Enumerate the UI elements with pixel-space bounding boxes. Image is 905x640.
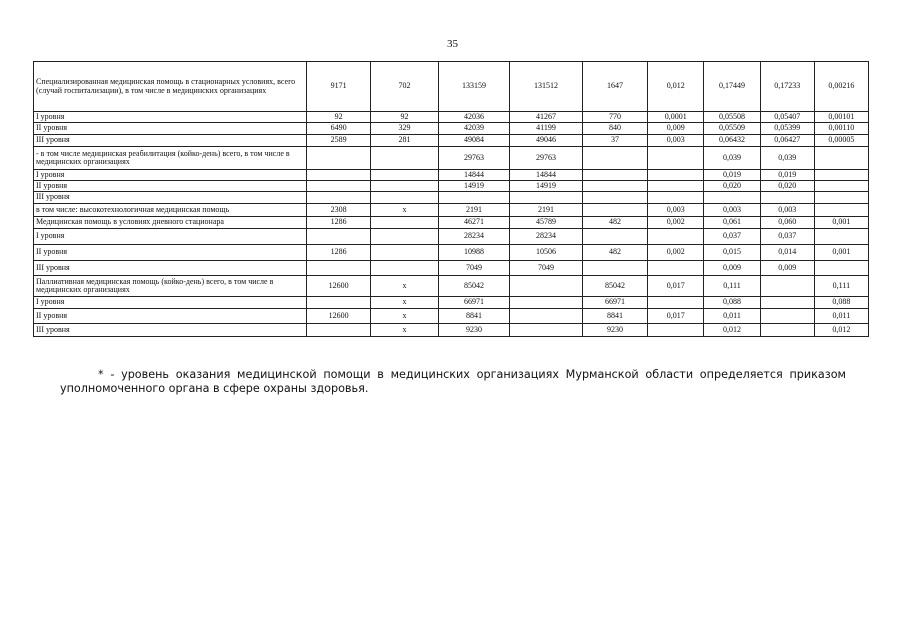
table-cell [371, 217, 438, 229]
table-cell [582, 229, 647, 245]
table-cell: 29763 [438, 147, 510, 170]
table-cell [760, 276, 814, 297]
table-cell [648, 324, 704, 337]
table-cell: 281 [371, 135, 438, 147]
table-cell: 0,011 [704, 309, 760, 324]
table-cell: 0,111 [704, 276, 760, 297]
table-cell: х [371, 276, 438, 297]
table-row [34, 170, 869, 181]
table-cell: 42036 [438, 112, 510, 123]
table-cell: 6490 [306, 123, 370, 135]
row-label: III уровня [34, 135, 307, 147]
table-cell: 0,037 [704, 229, 760, 245]
table-cell: 0,05399 [760, 123, 814, 135]
table-cell: 0,00101 [814, 112, 868, 123]
table-cell: 66971 [438, 297, 510, 309]
table-cell: 0,061 [704, 217, 760, 229]
table-cell [306, 324, 370, 337]
table-row [34, 217, 869, 229]
table-cell: 0,06432 [704, 135, 760, 147]
table-cell: 0,00110 [814, 123, 868, 135]
table-cell [371, 147, 438, 170]
table-cell [648, 229, 704, 245]
table-cell: 2191 [438, 204, 510, 217]
table-cell: 840 [582, 123, 647, 135]
table-cell [814, 261, 868, 276]
table-row [34, 261, 869, 276]
table-cell [760, 324, 814, 337]
table-cell [510, 192, 583, 204]
row-label: I уровня [34, 112, 307, 123]
row-label: III уровня [34, 192, 307, 204]
table-cell: 9171 [306, 62, 370, 112]
table-cell [306, 192, 370, 204]
table-cell: 0,05407 [760, 112, 814, 123]
table-cell [510, 324, 583, 337]
table-cell: 46271 [438, 217, 510, 229]
table-cell: 0,017 [648, 309, 704, 324]
table-cell [306, 261, 370, 276]
table-cell: 0,002 [648, 217, 704, 229]
table-cell [814, 147, 868, 170]
table-row [34, 204, 869, 217]
table-cell: 49084 [438, 135, 510, 147]
table-cell: 329 [371, 123, 438, 135]
table-cell: 0,019 [704, 170, 760, 181]
table-cell: 85042 [582, 276, 647, 297]
table-cell: 0,003 [648, 135, 704, 147]
table-row [34, 147, 869, 170]
table-cell: 0,003 [760, 204, 814, 217]
table-cell: 37 [582, 135, 647, 147]
table-cell: 0,011 [814, 309, 868, 324]
table-cell: 29763 [510, 147, 583, 170]
table-cell [814, 204, 868, 217]
table-cell: 0,00005 [814, 135, 868, 147]
table-cell [582, 261, 647, 276]
table-cell: 41199 [510, 123, 583, 135]
table-cell: 0,00216 [814, 62, 868, 112]
table-cell: 0,037 [760, 229, 814, 245]
table-cell [760, 297, 814, 309]
table-cell: 0,17233 [760, 62, 814, 112]
table-cell [306, 229, 370, 245]
table-row [34, 62, 869, 112]
table-cell [814, 170, 868, 181]
table-cell [582, 147, 647, 170]
footnote [60, 368, 846, 396]
footnote-line-2: уполномоченного органа в сфере охраны здоровья. [60, 382, 369, 395]
table-cell [306, 147, 370, 170]
table-cell: 482 [582, 245, 647, 261]
table-row [34, 112, 869, 123]
table-row [34, 324, 869, 337]
row-label: I уровня [34, 297, 307, 309]
table-cell [648, 297, 704, 309]
table-cell: 2191 [510, 204, 583, 217]
table-cell [760, 192, 814, 204]
table-row [34, 181, 869, 192]
table-cell: 0,0001 [648, 112, 704, 123]
table-cell [371, 261, 438, 276]
table-cell [510, 276, 583, 297]
footnote-line-1: * - уровень оказания медицинской помощи в медицинских организациях Мурманской области определяется приказом [98, 368, 846, 381]
table-cell: 0,009 [704, 261, 760, 276]
table-cell: 9230 [438, 324, 510, 337]
table-cell: 0,015 [704, 245, 760, 261]
row-label: II уровня [34, 245, 307, 261]
table-row [34, 135, 869, 147]
page-number: 35 [447, 38, 458, 50]
table-cell: 0,020 [760, 181, 814, 192]
table-cell [814, 181, 868, 192]
table-cell [306, 181, 370, 192]
table-cell: 0,001 [814, 245, 868, 261]
table-cell [648, 181, 704, 192]
table-cell: 10506 [510, 245, 583, 261]
table-cell [648, 147, 704, 170]
table-cell: 28234 [438, 229, 510, 245]
table-cell: 0,003 [648, 204, 704, 217]
table-cell: 0,088 [814, 297, 868, 309]
table-cell [371, 192, 438, 204]
table-cell [510, 297, 583, 309]
table-cell [582, 204, 647, 217]
table-row [34, 245, 869, 261]
table-cell: 131512 [510, 62, 583, 112]
row-label: - в том числе медицинская реабилитация (койко-день) всего, в том числе в медицинских организациях [34, 147, 307, 170]
table-cell [306, 170, 370, 181]
row-label: Паллиативная медицинская помощь (койко-день) всего, в том числе в медицинских организациях [34, 276, 307, 297]
table-cell [814, 192, 868, 204]
row-label: II уровня [34, 309, 307, 324]
table-cell [306, 297, 370, 309]
table-cell: 12600 [306, 276, 370, 297]
table-row [34, 192, 869, 204]
table-cell: х [371, 204, 438, 217]
table-cell [648, 261, 704, 276]
table-cell: 0,012 [648, 62, 704, 112]
row-label: Специализированная медицинская помощь в стационарных условиях, всего (случай госпитализации), в том числе в медицинских организациях [34, 62, 307, 112]
table-cell: 0,111 [814, 276, 868, 297]
table-cell: х [371, 297, 438, 309]
table-cell: 0,017 [648, 276, 704, 297]
table-cell: 14919 [510, 181, 583, 192]
table-cell [510, 309, 583, 324]
table-row [34, 309, 869, 324]
table-cell [371, 170, 438, 181]
row-label: II уровня [34, 181, 307, 192]
table-row [34, 276, 869, 297]
table-cell: 7049 [510, 261, 583, 276]
table-cell: 28234 [510, 229, 583, 245]
table-cell: 0,009 [760, 261, 814, 276]
table-cell [648, 192, 704, 204]
table-cell: х [371, 309, 438, 324]
table-cell: 0,009 [648, 123, 704, 135]
table-cell: 0,17449 [704, 62, 760, 112]
medical-care-table [33, 61, 869, 337]
table-cell: 1286 [306, 245, 370, 261]
table-cell [438, 192, 510, 204]
table-cell: 85042 [438, 276, 510, 297]
row-label: I уровня [34, 229, 307, 245]
table-cell: 0,019 [760, 170, 814, 181]
table-cell: 133159 [438, 62, 510, 112]
table-cell [814, 229, 868, 245]
table-cell [371, 245, 438, 261]
row-label: I уровня [34, 170, 307, 181]
row-label: III уровня [34, 324, 307, 337]
table-row [34, 229, 869, 245]
table-cell: 92 [371, 112, 438, 123]
table-cell: 0,012 [704, 324, 760, 337]
table-cell: 0,05508 [704, 112, 760, 123]
table-cell [582, 170, 647, 181]
table-cell: 702 [371, 62, 438, 112]
row-label: III уровня [34, 261, 307, 276]
table-cell: 8841 [582, 309, 647, 324]
table-cell: 14844 [510, 170, 583, 181]
table-cell: 66971 [582, 297, 647, 309]
table-cell: 49046 [510, 135, 583, 147]
table-cell: 0,060 [760, 217, 814, 229]
table-cell: 14844 [438, 170, 510, 181]
table-cell: 0,012 [814, 324, 868, 337]
table-cell [760, 309, 814, 324]
table-cell: 0,003 [704, 204, 760, 217]
table-cell: 770 [582, 112, 647, 123]
row-label: в том числе: высокотехнологичная медицинская помощь [34, 204, 307, 217]
table-cell: 0,06427 [760, 135, 814, 147]
table-row [34, 123, 869, 135]
table-cell [648, 170, 704, 181]
table-cell: 9230 [582, 324, 647, 337]
table-cell: 10988 [438, 245, 510, 261]
table-cell: 42039 [438, 123, 510, 135]
table-cell [582, 181, 647, 192]
table-cell: 0,014 [760, 245, 814, 261]
table-cell [582, 192, 647, 204]
table-cell: 41267 [510, 112, 583, 123]
row-label: Медицинская помощь в условиях дневного стационара [34, 217, 307, 229]
table-cell: 0,001 [814, 217, 868, 229]
table-row [34, 297, 869, 309]
table-cell: 1286 [306, 217, 370, 229]
table-cell [371, 181, 438, 192]
table-cell [371, 229, 438, 245]
table-cell: 482 [582, 217, 647, 229]
table-cell: 0,088 [704, 297, 760, 309]
table-cell: 92 [306, 112, 370, 123]
table-cell: 2589 [306, 135, 370, 147]
row-label: II уровня [34, 123, 307, 135]
table-cell: 12600 [306, 309, 370, 324]
table-cell: 0,039 [760, 147, 814, 170]
table-cell: 7049 [438, 261, 510, 276]
table-cell [704, 192, 760, 204]
table-cell: 0,002 [648, 245, 704, 261]
table-cell: 0,020 [704, 181, 760, 192]
table-cell: 0,05509 [704, 123, 760, 135]
table-cell: 45789 [510, 217, 583, 229]
table-cell: 2308 [306, 204, 370, 217]
table-cell: 14919 [438, 181, 510, 192]
table-cell: х [371, 324, 438, 337]
table-cell: 1647 [582, 62, 647, 112]
table-cell: 0,039 [704, 147, 760, 170]
table-cell: 8841 [438, 309, 510, 324]
